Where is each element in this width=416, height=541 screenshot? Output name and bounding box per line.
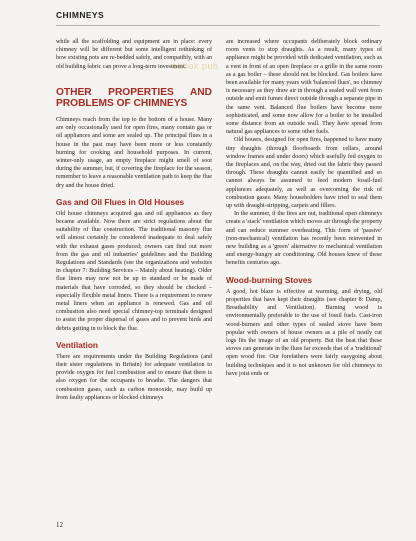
paragraph-stack-ventilation: In the summer, if the fires are out, traditional open chimneys create a 'stack' ventilation which moves air through the property and can reduce summer overheating. This form of 'passive' (non-mechanical) ventilation has recently been reinvented in new building as a 'green' alternative to mechanical ventilation and energy-hungry air conditioning. Old houses knew of these benefits centuries ago. [226, 211, 383, 267]
right-column [226, 38, 382, 378]
paragraph-balanced-flues: are increased where occupants deliberately block ordinary room vents to stop draughts. As a result, many types of appliance might be provided with dedicated ventilation, such as a vent in front of an open fireplace or a grille in the same room as a gas boiler – these should not be blocked. Gas boilers have been available for many years with 'balanced flues', no chimney is necessary as they draw air in through a sealed wall vent from outside and emit fumes direct outside through a separate pipe in the same vent. Balanced flue boilers have become more sophisticated, and some now allow for a boiler to be installed some distance from an outside wall. They have spread from natural gas appliances to some other fuels. [226, 39, 382, 136]
paragraph-wood-burning-stoves: A good, hot blaze is effective at warming, and drying, old properties that have kept their draughts (see chapter 8: Damp, Breathability and Ventilation). Burning wood is environmentally preferable to the use of fossil fuels. Cast-iron wood-burners and other types of sealed stove have been popular with owners of house owners as a pile of neatly cut logs fits the image of an old property. But the heat that these stoves can generate in the flues far exceeds that of a 'traditional' open wood fire. Our forefathers were fairly easygoing about building techniques and it is not unknown for old chimneys to have joist ends or [226, 288, 382, 377]
paragraph-other-properties: Chimneys reach from the top to the bottom of a house. Many are only occasionally used for open fires, many contain gas or oil appliances and some are sealed up. The principal flues in a house in the past may have been more or less constantly burning for cooking and household purposes. In current, winter-only usage, an empty fireplace might smell of soot during the summer, but, if covering the fireplace for the season, remember to leave a reasonable ventilation path to keep the flue dry and the house dried. [56, 117, 213, 189]
subheading-wood-burning-stoves: Wood-burning Stoves [226, 274, 313, 285]
left-column [56, 38, 212, 402]
header-rule [56, 25, 380, 26]
subheading-ventilation: Ventilation [56, 339, 98, 350]
subheading-gas-oil-flues: Gas and Oil Flues in Old Houses [56, 196, 185, 207]
running-head: CHIMNEYS [56, 10, 105, 20]
section-heading-other-properties: OTHER PROPERTIES AND PROBLEMS OF CHIMNEYS [56, 86, 212, 110]
page-number: 12 [56, 521, 63, 529]
paragraph-gas-oil-flues: Old house chimneys acquired gas and oil appliances as they became available. Now there are strict regulations about the suitability of flue construction. The traditional masonry flue will almost certainly be considered inadequate to deal safely with the exhaust gases produced; owners can find out more from the gas and oil industries' guidelines and the Building Regulations and Standards (see the organizations and websites in chapter 7: Building Services – Mainly about heating). Older flue liners may now not be up to standard or be made of materials that have corroded, so they should be checked – especially flexible metal liners. There is a requirement to renew metal liners when an appliance is renewed. Gas and oil combustion also need special chimney-top terminals designed to assist the proper dispersal of gases and to prevent birds and debris getting in to block the flue. [56, 210, 212, 332]
intro-paragraph: while all the scaffolding and equipment are in place: every chimney will be different but some intelligent rethinking of how existing pots are re-bedded safely, and compatibly, with an old building fabric can prove a long-term investment. [56, 39, 212, 70]
paragraph-draughts: Old houses, designed for open fires, happened to have many tiny draughts (through floorboards from cellars, around window frames and under doors) which usefully fed oxygen to the fireplaces and, on the way, dried out the fabric they passed through. These draughts cannot easily be quantified and so cannot always be assumed to feed modern fossil-fuel appliances adequately, as well as overcoming the risk of combustion gases. Many householders have tried to seal them up with draught-stripping, carpets and fillers. [226, 137, 382, 210]
paragraph-ventilation: There are requirements under the Building Regulations (and their sister regulations in Britain) for adequate ventilation to provide oxygen for fuel combustion and to ensure that there is also oxygen for the occupants to breathe. The dangers that combustion gases, such as carbon monoxide, may build up from faulty appliances or blocked chimneys [56, 353, 212, 401]
watermark: ebook.pub [172, 61, 219, 71]
